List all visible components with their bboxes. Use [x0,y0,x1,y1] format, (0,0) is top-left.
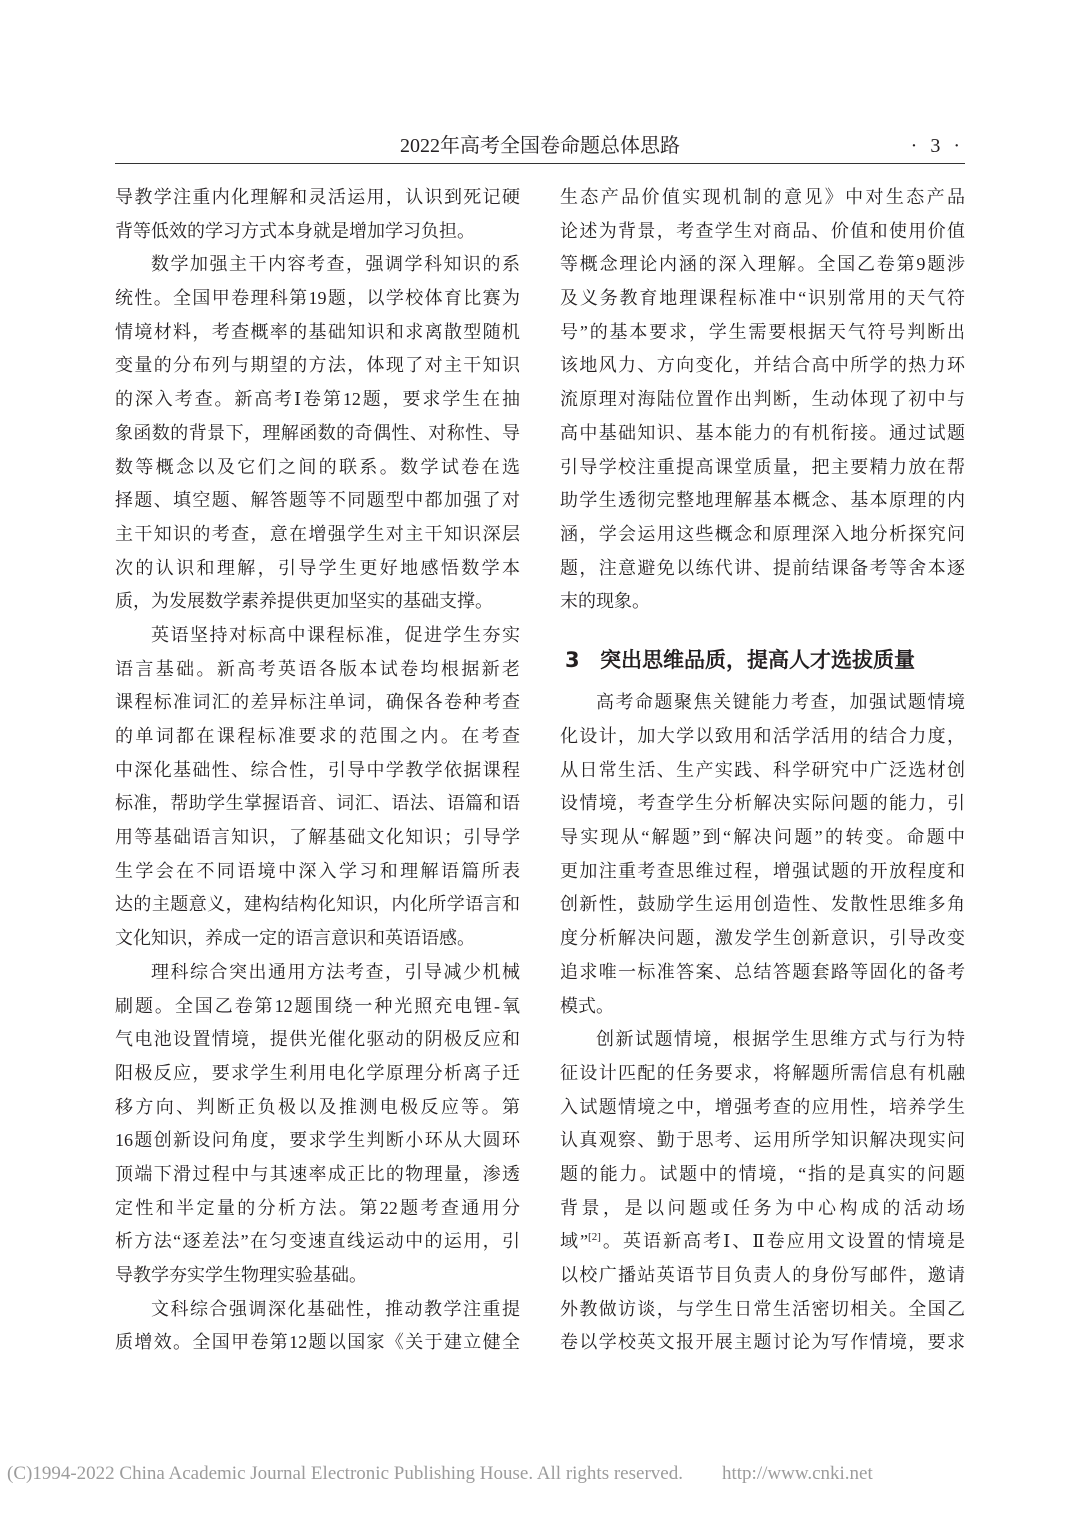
text-line: 用等基础语言知识，了解基础文化知识；引导学 [115,827,520,848]
text-line: 文化知识，养成一定的语言意识和英语语感。 [115,928,475,949]
text-line: 卷以学校英文报开展主题讨论为写作情境，要求 [560,1332,965,1353]
footer-copyright: (C)1994-2022 China Academic Journal Electronic Publishing House. All rights reserved. [7,1463,683,1484]
text-line: 导教学夯实学生物理实验基础。 [115,1265,367,1285]
text-line: 析方法“逐差法”在匀变速直线运动中的运用，引 [115,1231,520,1252]
text-line: 的深入考查。新高考Ⅰ卷第12题，要求学生在抽 [115,389,520,410]
text-line-with-citation [560,1225,965,1259]
text-line: 气电池设置情境，提供光催化驱动的阴极反应和 [115,1029,520,1050]
text-line: 论述为背景，考查学生对商品、价值和使用价值 [560,220,965,241]
paragraph-start-line: 理科综合突出通用方法考查，引导减少机械 [151,961,520,982]
text-line: 的单词都在课程标准要求的范围之内。在考查 [115,726,520,746]
text-line: 主干知识的考查，意在增强学生对主干知识深层 [115,523,520,544]
running-header-title: 2022年高考全国卷命题总体思路 [400,135,680,157]
page-number: · 3 · [910,135,960,157]
text-line: 16题创新设问角度，要求学生判断小环从大圆环 [115,1130,520,1151]
text-line: 数等概念以及它们之间的联系。数学试卷在选 [115,456,520,477]
text-line: 生学会在不同语境中深入学习和理解语篇所表 [115,860,520,881]
text-line: 情境材料，考查概率的基础知识和求离散型随机 [115,321,520,342]
text-segment: 。英语新高考Ⅰ、Ⅱ卷应用文设置的情境是 [600,1231,965,1252]
text-line: 入试题情境之中，增强考查的应用性，培养学生 [560,1096,965,1117]
text-line: 次的认识和理解，引导学生更好地感悟数学本 [115,557,520,578]
text-line: 象函数的背景下，理解函数的奇偶性、对称性、导 [115,422,520,443]
text-line: 引导学校注重提高课堂质量，把主要精力放在帮 [560,456,965,477]
text-line: 创新性，鼓励学生运用创造性、发散性思维多角 [560,894,965,915]
text-line: 生态产品价值实现机制的意见》中对生态产品 [560,187,965,207]
text-line: 导教学注重内化理解和灵活运用，认识到死记硬 [115,187,520,207]
text-line: 更加注重考查思维过程，增强试题的开放程度和 [560,860,965,881]
right-column [560,181,965,1360]
text-line: 征设计匹配的任务要求，将解题所需信息有机融 [560,1062,965,1083]
left-column [115,181,520,1360]
paragraph-start-line: 数学加强主干内容考查，强调学科知识的系 [151,254,520,275]
text-line: 刷题。全国乙卷第12题围绕一种光照充电锂-氧 [115,995,520,1016]
text-line: 标准，帮助学生掌握语音、词汇、语法、语篇和语 [115,793,520,814]
text-line: 达的主题意义，建构结构化知识，内化所学语言和 [115,894,520,915]
text-line: 质增效。全国甲卷第12题以国家《关于建立健全 [115,1332,520,1353]
text-line: 外教做访谈，与学生日常生活密切相关。全国乙 [560,1298,965,1319]
text-line: 等概念理论内涵的深入理解。全国乙卷第9题涉 [560,254,965,275]
text-line: 变量的分布列与期望的方法，体现了对主干知识 [115,355,520,376]
text-segment: 域” [560,1231,589,1252]
text-line: 化设计，加大学以致用和活学活用的结合力度， [560,726,965,747]
text-line: 助学生透彻完整地理解基本概念、基本原理的内 [560,490,965,511]
section-number: 3 [565,647,580,672]
text-line: 度分析解决问题，激发学生创新意识，引导改变 [560,928,965,949]
text-line: 以校广播站英语节目负责人的身份写邮件，邀请 [560,1265,965,1286]
header-rule [115,163,965,164]
paragraph-start-line: 英语坚持对标高中课程标准，促进学生夯实 [151,624,520,645]
text-line: 阳极反应，要求学生利用电化学原理分析离子迁 [115,1062,520,1083]
text-line: 顶端下滑过程中与其速率成正比的物理量，渗透 [115,1163,520,1184]
text-line: 流原理对海陆位置作出判断，生动体现了初中与 [560,389,965,410]
paragraph-start-line: 创新试题情境，根据学生思维方式与行为特 [596,1029,965,1050]
text-line: 背等低效的学习方式本身就是增加学习负担。 [115,220,475,241]
text-line: 语言基础。新高考英语各版本试卷均根据新老 [115,658,520,679]
text-line: 质，为发展数学素养提供更加坚实的基础支撑。 [115,591,493,612]
text-line: 及义务教育地理课程标准中“识别常用的天气符 [560,288,965,309]
text-line: 涵，学会运用这些概念和原理深入地分析探究问 [560,523,965,544]
section-title: 突出思维品质，提高人才选拔质量 [600,647,915,672]
text-line: 定性和半定量的分析方法。第22题考查通用分 [115,1197,520,1218]
text-line: 题的能力。试题中的情境，“指的是真实的问题 [560,1163,965,1184]
text-line: 高中基础知识、基本能力的有机衔接。通过试题 [560,422,965,443]
section-heading [560,619,965,686]
text-line: 导实现从“解题”到“解决问题”的转变。命题中 [560,827,965,848]
text-line: 该地风力、方向变化，并结合高中所学的热力环 [560,355,965,376]
text-line: 认真观察、勤于思考、运用所学知识解决现实问 [560,1130,965,1151]
text-line: 课程标准词汇的差异标注单词，确保各卷种考查 [115,692,520,713]
footer-url: http://www.cnki.net [722,1463,873,1484]
text-line: 择题、填空题、解答题等不同题型中都加强了对 [115,490,520,511]
text-line: 追求唯一标准答案、总结答题套路等固化的备考 [560,961,965,982]
text-line: 号”的基本要求，学生需要根据天气符号判断出 [560,321,965,342]
text-line: 题，注意避免以练代讲、提前结课备考等舍本逐 [560,557,965,578]
text-line: 移方向、判断正负极以及推测电极反应等。第 [115,1096,520,1117]
paragraph-start-line: 文科综合强调深化基础性，推动教学注重提 [151,1298,520,1319]
text-line: 从日常生活、生产实践、科学研究中广泛选材创 [560,759,965,780]
text-line: 背景，是以问题或任务为中心构成的活动场 [560,1197,965,1218]
citation-superscript: [2] [588,1231,601,1244]
text-line: 模式。 [560,995,614,1016]
text-line: 统性。全国甲卷理科第19题，以学校体育比赛为 [115,288,520,309]
paragraph-start-line: 高考命题聚焦关键能力考查，加强试题情境 [596,692,965,713]
text-line: 末的现象。 [560,591,650,612]
text-line: 中深化基础性、综合性，引导中学教学依据课程 [115,759,520,780]
text-line: 设情境，考查学生分析解决实际问题的能力，引 [560,793,965,814]
